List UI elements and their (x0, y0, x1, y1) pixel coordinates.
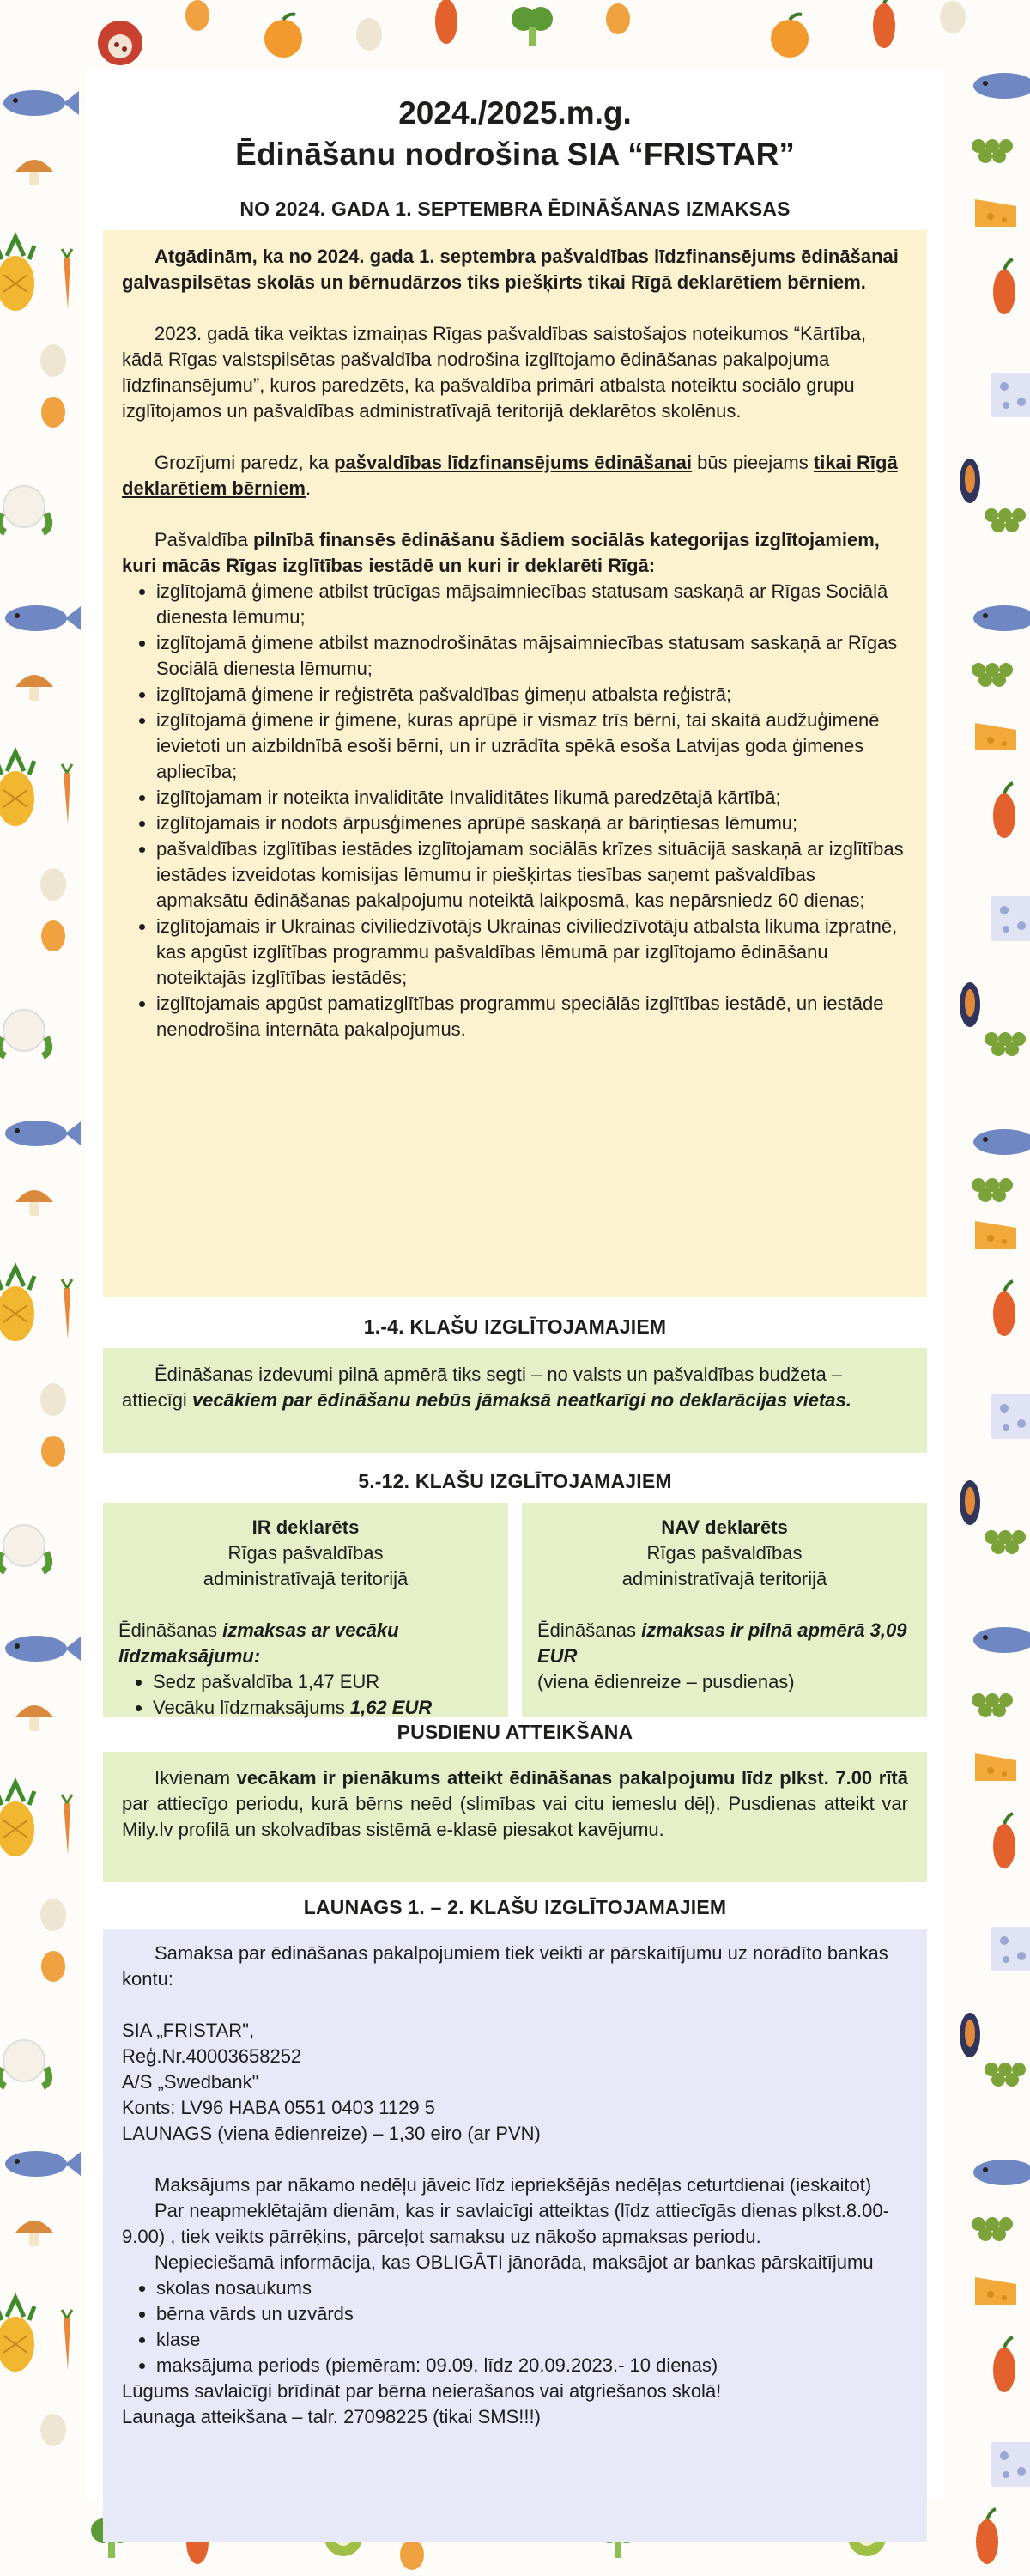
section-heading-lunch-cancel: PUSDIENU ATTEIKŠANA (397, 1721, 633, 1743)
grades-1-4-box (103, 1348, 927, 1453)
not-declared-cost-text: Ēdināšanas izmaksas ir pilnā apmērā 3,09 EUR (537, 1619, 907, 1667)
lunch-cancel-text: Ikvienam vecākam ir pienākums atteikt ēdināšanas pakalpojumu līdz plkst. 7.00 rītā par attiecīgo periodu, kurā bērns neēd (slimības vai citu iemeslu dēļ). Pusdienas atteikt var Mily.lv profilā un skolvadības sistēmā e-klasē piesakot kavējumu. (122, 1767, 908, 1840)
snack-cancel-contact: Launaga atteikšana – talr. 27098225 (tikai SMS!!!) (122, 2406, 541, 2427)
bank-detail-line: Konts: LV96 HABA 0551 0403 1129 5 (122, 2097, 435, 2118)
social-category-item: • izglītojamā ģimene ir reģistrēta pašvaldības ģimeņu atbalsta reģistrā; (156, 682, 908, 708)
snack-payment-box (103, 1929, 927, 2542)
lunch-cancel-box (103, 1752, 927, 1882)
riga-declared-emphasis: tikai Rīgā deklarētiem bērniem (122, 452, 898, 499)
payment-recalc: Par neapmeklētajām dienām, kas ir savlaicīgi atteiktas (līdz attiecīgās dienas plkst.8.00-9.00) , tiek veikts pārrēķins, pārceļot samaksu uz nākošo apmaksas periodu. (122, 2200, 889, 2247)
social-category-item: • izglītojamā ģimene atbilst trūcīgas mājsaimniecības statusam saskaņā ar Rīgas Sociālā dienesta lēmumu; (156, 579, 908, 630)
required-fields-list (122, 2275, 908, 2379)
declared-cost-list (118, 1669, 493, 1721)
bank-detail-line: LAUNAGS (viena ēdienreize) – 1,30 eiro (ar PVN) (122, 2123, 541, 2144)
declared-cost-item: • Sedz pašvaldība 1,47 EUR (153, 1669, 493, 1695)
bank-detail-line: Reģ.Nr.40003658252 (122, 2045, 302, 2067)
social-category-item: • izglītojamā ģimene atbilst maznodrošinātas mājsaimniecības statusam saskaņā ar Rīgas Sociālā dienesta lēmumu; (156, 630, 908, 682)
declared-cost-text: Ēdināšanas izmaksas ar vecāku līdzmaksājumu: (118, 1619, 399, 1667)
section-heading-costs: NO 2024. GADA 1. SEPTEMBRA ĒDINĀŠANAS IZMAKSAS (239, 197, 791, 220)
required-field-item: • bērna vārds un uzvārds (156, 2301, 908, 2327)
declared-sub1: Rīgas pašvaldības (227, 1542, 384, 1564)
bank-details (122, 2018, 908, 2147)
payment-required-info: Nepieciešamā informācija, kas OBLIGĀTI jānorāda, maksājot ar bankas pārskaitījumu (154, 2251, 874, 2273)
not-declared-sub2: administratīvajā teritorijā (621, 1568, 827, 1589)
not-declared-column (522, 1503, 927, 1717)
cofinancing-emphasis: pašvaldības līdzfinansējums ēdināšanai (334, 452, 693, 473)
costs-regulation-text: 2023. gadā tika veiktas izmaiņas Rīgas pašvaldības saistošajos noteikumos “Kārtība, kādā Rīgas valstspilsētas pašvaldība nodrošina izglītojamo ēdināšanas pakalpojuma līdzfinansējumu”, kuros paredzēts, ka pašvaldība primāri atbalsta noteiktu sociālo grupu izglītojamos un pašvaldības administratīvajā teritorijā deklarētos skolēnus. (122, 323, 867, 422)
page-title (86, 93, 944, 175)
social-category-item: • pašvaldības izglītības iestādes izglītojamam sociālās krīzes situācijā saskaņā ar izglītības iestādes izveidotas komisijas lēmumu ir piešķirtas tiesības saņemt pašvaldības apmaksātu ēdināšanas pakalpojumu noteiktā laikposmā, kas nepārsniedz 60 dienas; (156, 836, 908, 914)
notice-page (86, 69, 944, 2499)
required-field-item: • maksājuma periods (piemēram: 09.09. līdz 20.09.2023.- 10 dienas) (156, 2353, 908, 2379)
social-category-item: • izglītojamais ir nodots ārpusģimenes aprūpē saskaņā ar bāriņtiesas lēmumu; (156, 811, 908, 836)
grades-5-12-columns (103, 1503, 927, 1717)
title-school-year: 2024./2025.m.g. (398, 95, 632, 131)
declared-sub2: administratīvajā teritorijā (203, 1568, 409, 1589)
not-declared-title: NAV deklarēts (661, 1516, 788, 1538)
social-category-item: • izglītojamais ir Ukrainas civiliedzīvotājs Ukrainas civiliedzīvotāju atbalsta likuma izpratnē, kas apgūst izglītības programmu pašvaldības lēmumā par izglītojamo ēdināšanu noteiktajās izglītības iestādēs; (156, 914, 908, 991)
costs-amendment-text: Grozījumi paredz, ka pašvaldības līdzfinansējums ēdināšanai būs pieejams tikai Rīgā deklarētiem bērniem. (122, 452, 898, 499)
section-heading-grades-1-4: 1.-4. KLAŠU IZGLĪTOJAMAJIEM (363, 1315, 667, 1338)
social-category-item: • izglītojamā ģimene ir ģimene, kuras aprūpē ir vismaz trīs bērni, tai skaitā audžuģimenē ievietoti un aizbildnībā esoši bērni, un ir uzrādīta spēkā esoša Latvijas goda ģimenes apliecība; (156, 708, 908, 785)
bank-detail-line: SIA „FRISTAR", (122, 2020, 255, 2041)
declared-cost-item: • Vecāku līdzmaksājums 1,62 EUR (153, 1695, 493, 1721)
title-provider: Ēdināšanu nodrošina SIA “FRISTAR” (235, 137, 795, 172)
declared-title: IR deklarēts (251, 1516, 360, 1538)
section-heading-grades-5-12: 5.-12. KLAŠU IZGLĪTOJAMAJIEM (358, 1470, 672, 1492)
grades-1-4-text: Ēdināšanas izdevumi pilnā apmērā tiks segti – no valsts un pašvaldības budžeta – attiecīgi vecākiem par ēdināšanu nebūs jāmaksā neatkarīgi no deklarācijas vietas. (122, 1364, 851, 1411)
costs-intro: Atgādinām, ka no 2024. gada 1. septembra pašvaldības līdzfinansējums ēdināšanai galvaspilsētas skolās un bērnudārzos tiks piešķirts tikai Rīgā deklarētiem bērniem. (122, 246, 899, 293)
social-category-list (122, 579, 908, 1042)
costs-full-funding-text: Pašvaldība pilnībā finansēs ēdināšanu šādiem sociālās kategorijas izglītojamiem, kuri mācās Rīgas izglītības iestādē un kuri ir deklarēti Rīgā: (122, 529, 880, 576)
costs-info-box (103, 230, 927, 1297)
attendance-note: Lūgums savlaicīgi brīdināt par bērna neierašanos vai atgriešanos skolā! (122, 2380, 722, 2402)
social-category-item: • izglītojamam ir noteikta invaliditāte Invaliditātes likumā paredzētajā kārtībā; (156, 785, 908, 811)
required-field-item: • skolas nosaukums (156, 2275, 908, 2301)
declared-column (103, 1503, 508, 1717)
required-field-item: • klase (156, 2327, 908, 2353)
snack-intro: Samaksa par ēdināšanas pakalpojumiem tiek veikti ar pārskaitījumu uz norādīto bankas kontu: (122, 1942, 888, 1990)
section-heading-snack: LAUNAGS 1. – 2. KLAŠU IZGLĪTOJAMAJIEM (303, 1896, 727, 1918)
bank-detail-line: A/S „Swedbank" (122, 2071, 259, 2093)
social-category-item: • izglītojamais apgūst pamatizglītības programmu speciālās izglītības iestādē, un iestāde nenodrošina internāta pakalpojumus. (156, 991, 908, 1042)
payment-deadline: Maksājums par nākamo nedēļu jāveic līdz iepriekšējās nedēļas ceturtdienai (ieskaitot) (154, 2174, 872, 2196)
not-declared-sub1: Rīgas pašvaldības (646, 1542, 803, 1564)
not-declared-meal-note: (viena ēdienreize – pusdienas) (537, 1671, 795, 1692)
